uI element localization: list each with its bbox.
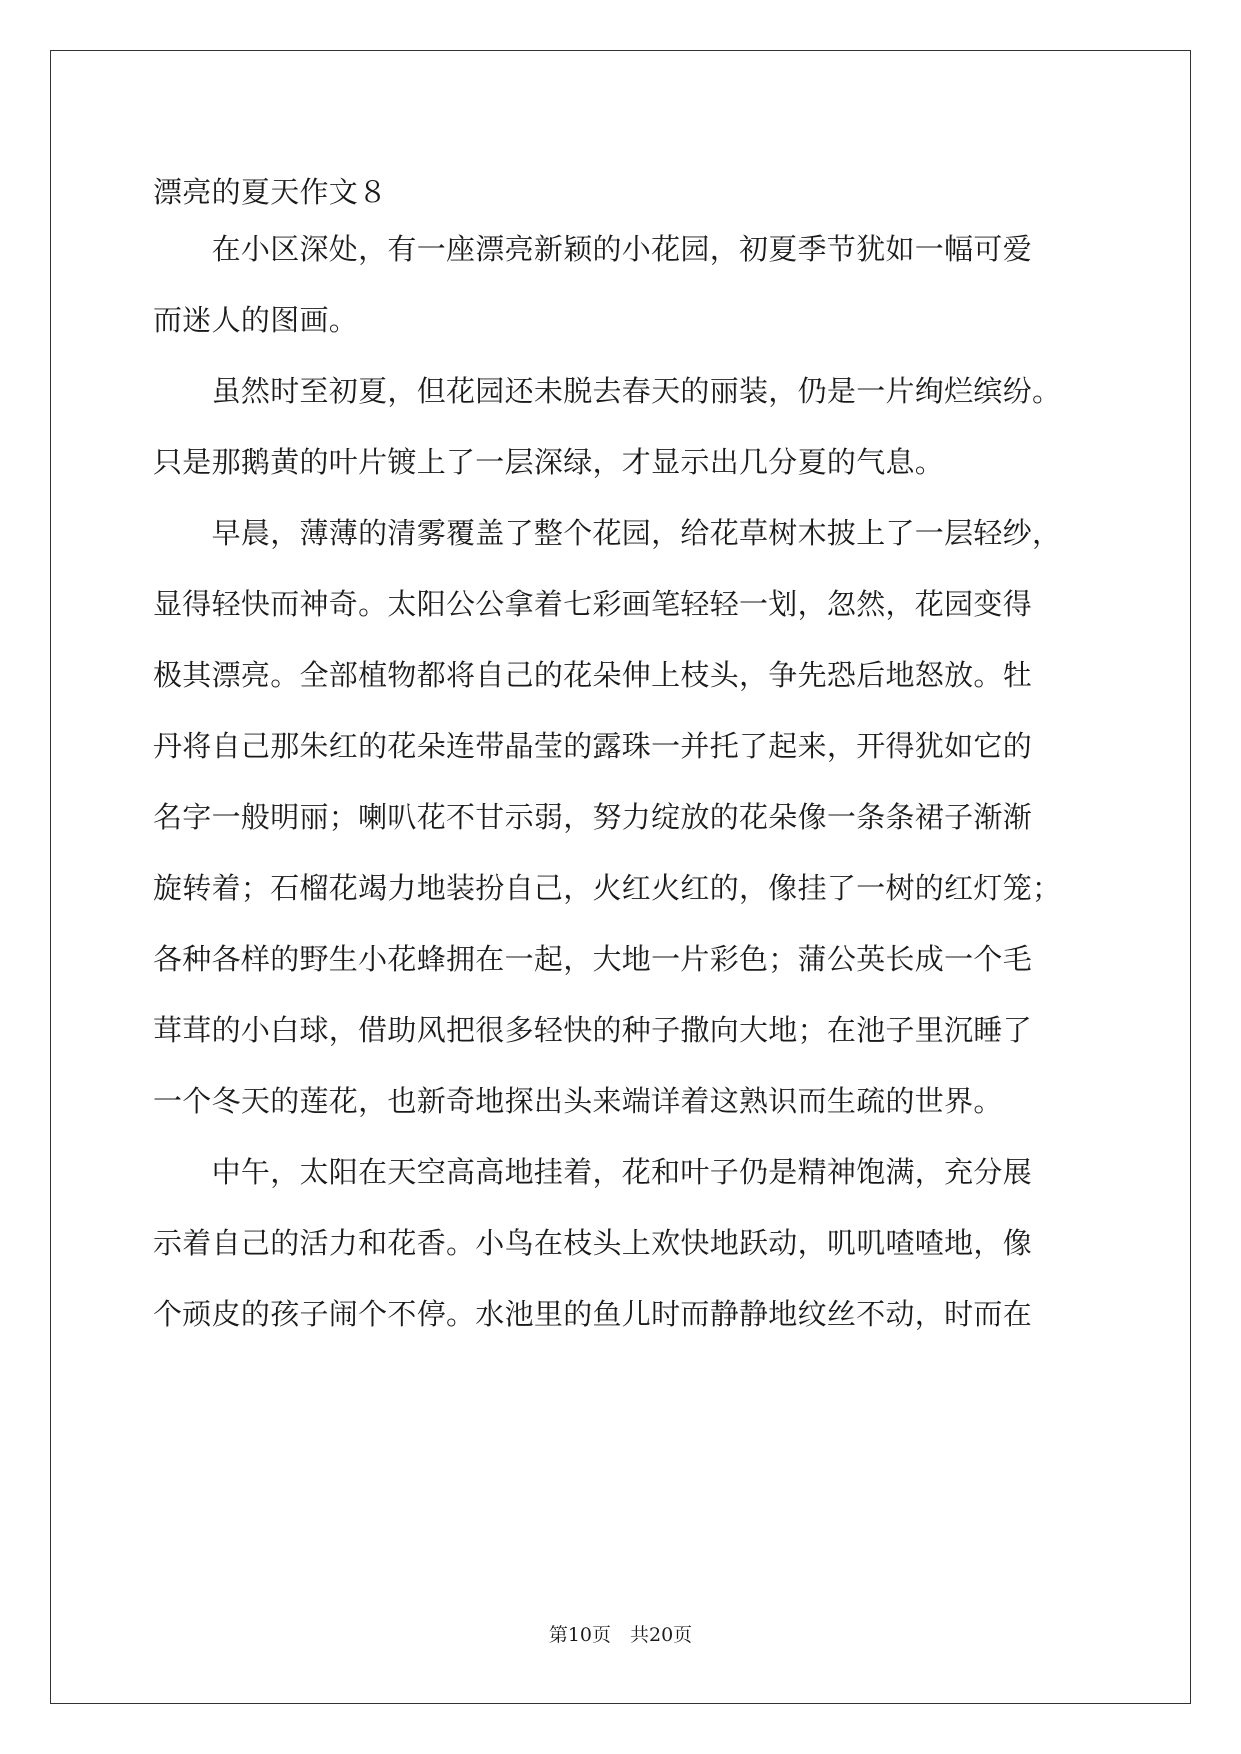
text-line-5: 早晨，薄薄的清雾覆盖了整个花园，给花草树木披上了一层轻纱， <box>153 516 1062 550</box>
text-line-3: 虽然时至初夏，但花园还未脱去春天的丽装，仍是一片绚烂缤纷。 <box>153 374 1062 408</box>
text-line-12: 茸茸的小白球，借助风把很多轻快的种子撒向大地；在池子里沉睡了 <box>153 1013 1033 1047</box>
text-line-4: 只是那鹅黄的叶片镀上了一层深绿，才显示出几分夏的气息。 <box>153 445 945 479</box>
text-line-2: 而迷人的图画。 <box>153 303 359 337</box>
text-line-10: 旋转着；石榴花竭力地装扮自己，火红火红的，像挂了一树的红灯笼； <box>153 871 1062 905</box>
document-title: 漂亮的夏天作文８ <box>153 175 388 209</box>
text-line-15: 示着自己的活力和花香。小鸟在枝头上欢快地跃动，叽叽喳喳地，像 <box>153 1226 1033 1260</box>
text-line-7: 极其漂亮。全部植物都将自己的花朵伸上枝头，争先恐后地怒放。牡 <box>153 658 1033 692</box>
text-line-13: 一个冬天的莲花，也新奇地探出头来端详着这熟识而生疏的世界。 <box>153 1084 1003 1118</box>
text-line-16: 个顽皮的孩子闹个不停。水池里的鱼儿时而静静地纹丝不动，时而在 <box>153 1297 1033 1331</box>
text-line-1: 在小区深处，有一座漂亮新颖的小花园，初夏季节犹如一幅可爱 <box>153 232 1033 266</box>
text-line-8: 丹将自己那朱红的花朵连带晶莹的露珠一并托了起来，开得犹如它的 <box>153 729 1033 763</box>
page-indicator: 第10页 共20页 <box>548 1624 693 1646</box>
text-line-14: 中午，太阳在天空高高地挂着，花和叶子仍是精神饱满，充分展 <box>153 1155 1033 1189</box>
text-line-6: 显得轻快而神奇。太阳公公拿着七彩画笔轻轻一划，忽然，花园变得 <box>153 587 1033 621</box>
text-line-9: 名字一般明丽；喇叭花不甘示弱，努力绽放的花朵像一条条裙子渐渐 <box>153 800 1033 834</box>
text-line-11: 各种各样的野生小花蜂拥在一起，大地一片彩色；蒲公英长成一个毛 <box>153 942 1033 976</box>
